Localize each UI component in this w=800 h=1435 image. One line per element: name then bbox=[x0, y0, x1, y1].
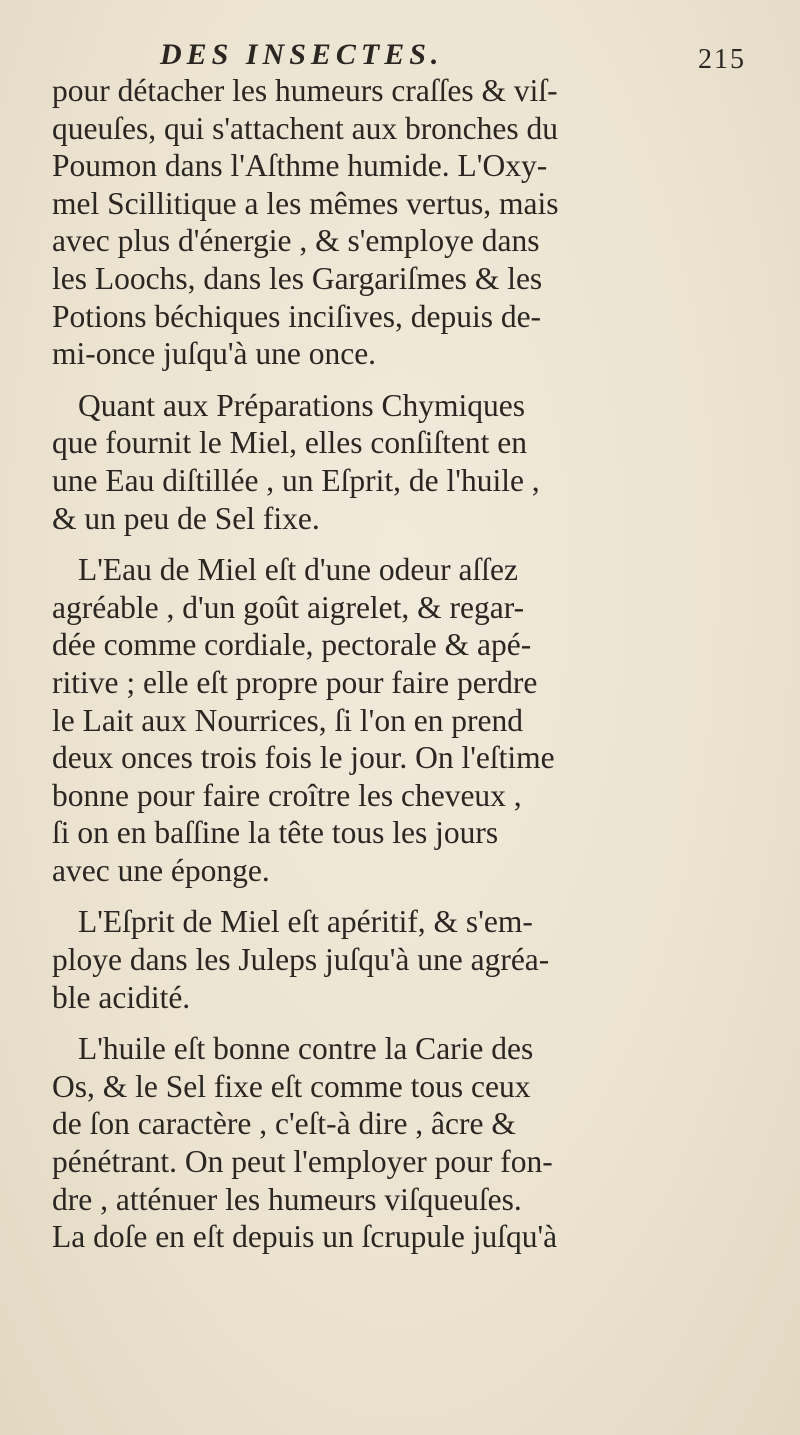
text-line: que fournit le Miel, elles conſiſtent en bbox=[52, 425, 527, 461]
text-line: dée comme cordiale, pectorale & apé- bbox=[52, 627, 532, 663]
text-line: bonne pour faire croître les cheveux , bbox=[52, 777, 522, 813]
text-line: Poumon dans l'Aſthme humide. L'Oxy- bbox=[52, 148, 548, 184]
text-line: queuſes, qui s'attachent aux bronches du bbox=[52, 110, 559, 146]
text-line: mi-once juſqu'à une once. bbox=[52, 336, 377, 372]
paragraph bbox=[52, 903, 768, 1016]
text-line: une Eau diſtillée , un Eſprit, de l'huile , bbox=[52, 462, 540, 498]
running-head-title: DES INSECTES. bbox=[160, 38, 444, 71]
text-line: ſi on en baſſine la tête tous les jours bbox=[52, 815, 499, 851]
text-line: ritive ; elle eſt propre pour faire perdre bbox=[52, 664, 538, 700]
text-line: ble acidité. bbox=[52, 979, 191, 1015]
paragraph bbox=[52, 72, 768, 373]
paragraph bbox=[52, 387, 768, 537]
text-line: L'huile eſt bonne contre la Carie des bbox=[78, 1031, 534, 1067]
text-line: de ſon caractère , c'eſt-à dire , âcre & bbox=[52, 1106, 516, 1142]
text-line: agréable , d'un goût aigrelet, & regar- bbox=[52, 589, 525, 625]
text-line: pénétrant. On peut l'employer pour fon- bbox=[52, 1144, 553, 1180]
text-line: Potions béchiques inciſives, depuis de- bbox=[52, 298, 542, 334]
body-text bbox=[52, 72, 768, 1256]
text-line: avec plus d'énergie , & s'employe dans bbox=[52, 223, 540, 259]
text-line: les Loochs, dans les Gargariſmes & les bbox=[52, 260, 543, 296]
text-line: mel Scillitique a les mêmes vertus, mais bbox=[52, 185, 559, 221]
text-line: L'Eſprit de Miel eſt apéritif, & s'em- bbox=[78, 904, 533, 940]
text-line: dre , atténuer les humeurs viſqueuſes. bbox=[52, 1181, 522, 1217]
text-line: le Lait aux Nourrices, ſi l'on en prend bbox=[52, 702, 524, 738]
page-number: 215 bbox=[698, 44, 746, 75]
paragraph bbox=[52, 1030, 768, 1256]
text-line: avec une éponge. bbox=[52, 852, 270, 888]
text-line: ploye dans les Juleps juſqu'à une agréa- bbox=[52, 942, 550, 978]
paragraph bbox=[52, 551, 768, 889]
text-line: pour détacher les humeurs craſſes & viſ- bbox=[52, 73, 558, 108]
text-line: & un peu de Sel fixe. bbox=[52, 500, 320, 536]
text-line: L'Eau de Miel eſt d'une odeur aſſez bbox=[78, 552, 518, 588]
text-line: Os, & le Sel fixe eſt comme tous ceux bbox=[52, 1068, 531, 1104]
text-line: deux onces trois fois le jour. On l'eſtime bbox=[52, 740, 555, 776]
text-line: La doſe en eſt depuis un ſcrupule juſqu'à bbox=[52, 1219, 558, 1255]
text-line: Quant aux Préparations Chymiques bbox=[78, 387, 526, 423]
